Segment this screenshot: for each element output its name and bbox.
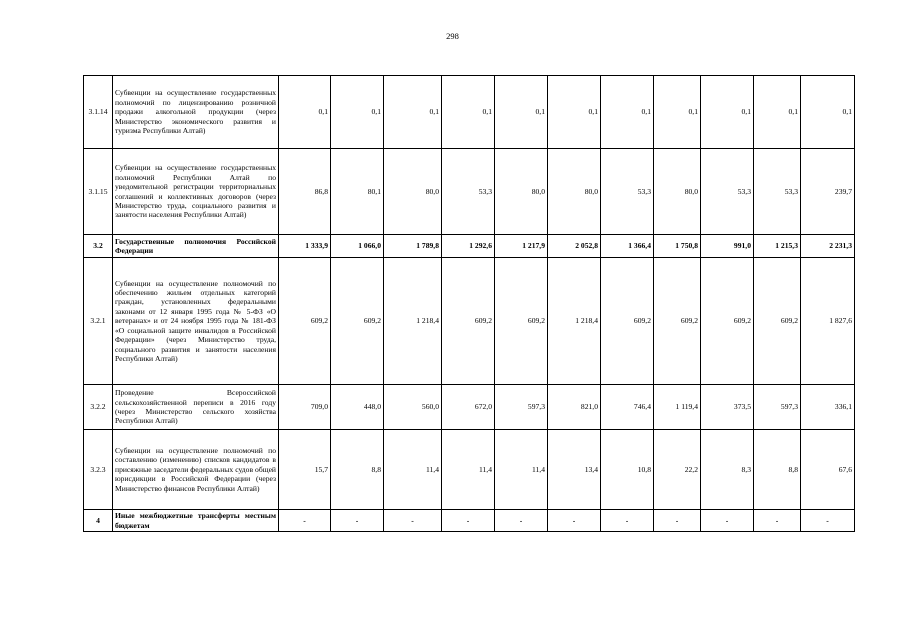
value-cell: - [331, 510, 384, 532]
value-cell: 0,1 [331, 76, 384, 149]
value-cell: 22,2 [654, 430, 701, 510]
value-cell: 336,1 [801, 385, 855, 430]
value-cell: - [442, 510, 495, 532]
description-cell: Субвенции на осуществление государственных полномочий Республики Алтай по уведомительной регистрации территориальных соглашений и коллективных договоров (через Министерство труда, социального развития и занятости населения Республики Алтай) [113, 149, 279, 235]
table-row [84, 258, 855, 385]
value-cell: - [601, 510, 654, 532]
value-cell: 991,0 [701, 235, 754, 258]
description-cell: Субвенции на осуществление государственных полномочий по лицензированию розничной продажи алкогольной продукции (через Министерство экономического развития и туризма Республики Алтай) [113, 76, 279, 149]
value-cell: 13,4 [548, 430, 601, 510]
value-cell: 80,0 [384, 149, 442, 235]
value-cell: 609,2 [754, 258, 801, 385]
value-cell: 53,3 [754, 149, 801, 235]
value-cell: 1 750,8 [654, 235, 701, 258]
value-cell: 1 366,4 [601, 235, 654, 258]
row-number-cell: 3.1.14 [84, 76, 113, 149]
value-cell: 609,2 [654, 258, 701, 385]
value-cell: 609,2 [331, 258, 384, 385]
value-cell: 373,5 [701, 385, 754, 430]
value-cell: 609,2 [279, 258, 331, 385]
value-cell: 67,6 [801, 430, 855, 510]
description-cell: Иные межбюджетные трансферты местным бюджетам [113, 510, 279, 532]
value-cell: 448,0 [331, 385, 384, 430]
value-cell: - [548, 510, 601, 532]
value-cell: - [801, 510, 855, 532]
value-cell: 1 215,3 [754, 235, 801, 258]
budget-table [83, 75, 855, 532]
table-row [84, 149, 855, 235]
value-cell: - [701, 510, 754, 532]
value-cell: 0,1 [495, 76, 548, 149]
table-row [84, 430, 855, 510]
row-number-cell: 3.2.1 [84, 258, 113, 385]
value-cell: 80,0 [495, 149, 548, 235]
row-number-cell: 4 [84, 510, 113, 532]
value-cell: 53,3 [701, 149, 754, 235]
value-cell: 609,2 [601, 258, 654, 385]
value-cell: 80,0 [548, 149, 601, 235]
value-cell: 597,3 [495, 385, 548, 430]
value-cell: 560,0 [384, 385, 442, 430]
value-cell: 597,3 [754, 385, 801, 430]
value-cell: 11,4 [442, 430, 495, 510]
row-number-cell: 3.1.15 [84, 149, 113, 235]
value-cell: 80,0 [654, 149, 701, 235]
value-cell: 239,7 [801, 149, 855, 235]
description-cell: Субвенции на осуществление полномочий по составлению (изменению) списков кандидатов в присяжные заседатели федеральных судов общей юрисдикции в Российской Федерации (через Министерство финансов Республики Алтай) [113, 430, 279, 510]
value-cell: 53,3 [442, 149, 495, 235]
value-cell: - [754, 510, 801, 532]
value-cell: 1 119,4 [654, 385, 701, 430]
page-number: 298 [446, 31, 459, 41]
value-cell: 53,3 [601, 149, 654, 235]
table-row [84, 76, 855, 149]
value-cell: - [495, 510, 548, 532]
value-cell: 0,1 [754, 76, 801, 149]
value-cell: 672,0 [442, 385, 495, 430]
value-cell: 1 066,0 [331, 235, 384, 258]
table-row [84, 235, 855, 258]
value-cell: 80,1 [331, 149, 384, 235]
value-cell: 0,1 [384, 76, 442, 149]
value-cell: 0,1 [701, 76, 754, 149]
value-cell: 11,4 [495, 430, 548, 510]
value-cell: 746,4 [601, 385, 654, 430]
value-cell: 2 231,3 [801, 235, 855, 258]
value-cell: 821,0 [548, 385, 601, 430]
value-cell: 10,8 [601, 430, 654, 510]
value-cell: 8,8 [331, 430, 384, 510]
row-number-cell: 3.2 [84, 235, 113, 258]
value-cell: 2 052,8 [548, 235, 601, 258]
table-row [84, 385, 855, 430]
value-cell: - [654, 510, 701, 532]
value-cell: 1 827,6 [801, 258, 855, 385]
value-cell: - [279, 510, 331, 532]
value-cell: 86,8 [279, 149, 331, 235]
value-cell: 609,2 [442, 258, 495, 385]
row-number-cell: 3.2.3 [84, 430, 113, 510]
value-cell: 8,3 [701, 430, 754, 510]
value-cell: 0,1 [548, 76, 601, 149]
description-cell: Государственные полномочия Российской Федерации [113, 235, 279, 258]
value-cell: 1 292,6 [442, 235, 495, 258]
value-cell: 1 217,9 [495, 235, 548, 258]
value-cell: 0,1 [442, 76, 495, 149]
value-cell: 11,4 [384, 430, 442, 510]
value-cell: 609,2 [495, 258, 548, 385]
value-cell: 709,0 [279, 385, 331, 430]
value-cell: 1 789,8 [384, 235, 442, 258]
value-cell: 0,1 [601, 76, 654, 149]
value-cell: 609,2 [701, 258, 754, 385]
value-cell: 0,1 [654, 76, 701, 149]
value-cell: - [384, 510, 442, 532]
value-cell: 1 333,9 [279, 235, 331, 258]
row-number-cell: 3.2.2 [84, 385, 113, 430]
description-cell: Проведение Всероссийской сельскохозяйственной переписи в 2016 году (через Министерство сельского хозяйства Республики Алтай) [113, 385, 279, 430]
value-cell: 15,7 [279, 430, 331, 510]
value-cell: 1 218,4 [384, 258, 442, 385]
value-cell: 0,1 [279, 76, 331, 149]
value-cell: 8,8 [754, 430, 801, 510]
value-cell: 0,1 [801, 76, 855, 149]
table-row [84, 510, 855, 532]
value-cell: 1 218,4 [548, 258, 601, 385]
description-cell: Субвенции на осуществление полномочий по обеспечению жильем отдельных категорий граждан, установленных федеральными законами от 12 января 1995 года № 5-ФЗ «О ветеранах» и от 24 ноября 1995 года № 181-ФЗ «О социальной защите инвалидов в Российской Федерации» (через Министерство труда, социального развития и занятости населения Республики Алтай) [113, 258, 279, 385]
